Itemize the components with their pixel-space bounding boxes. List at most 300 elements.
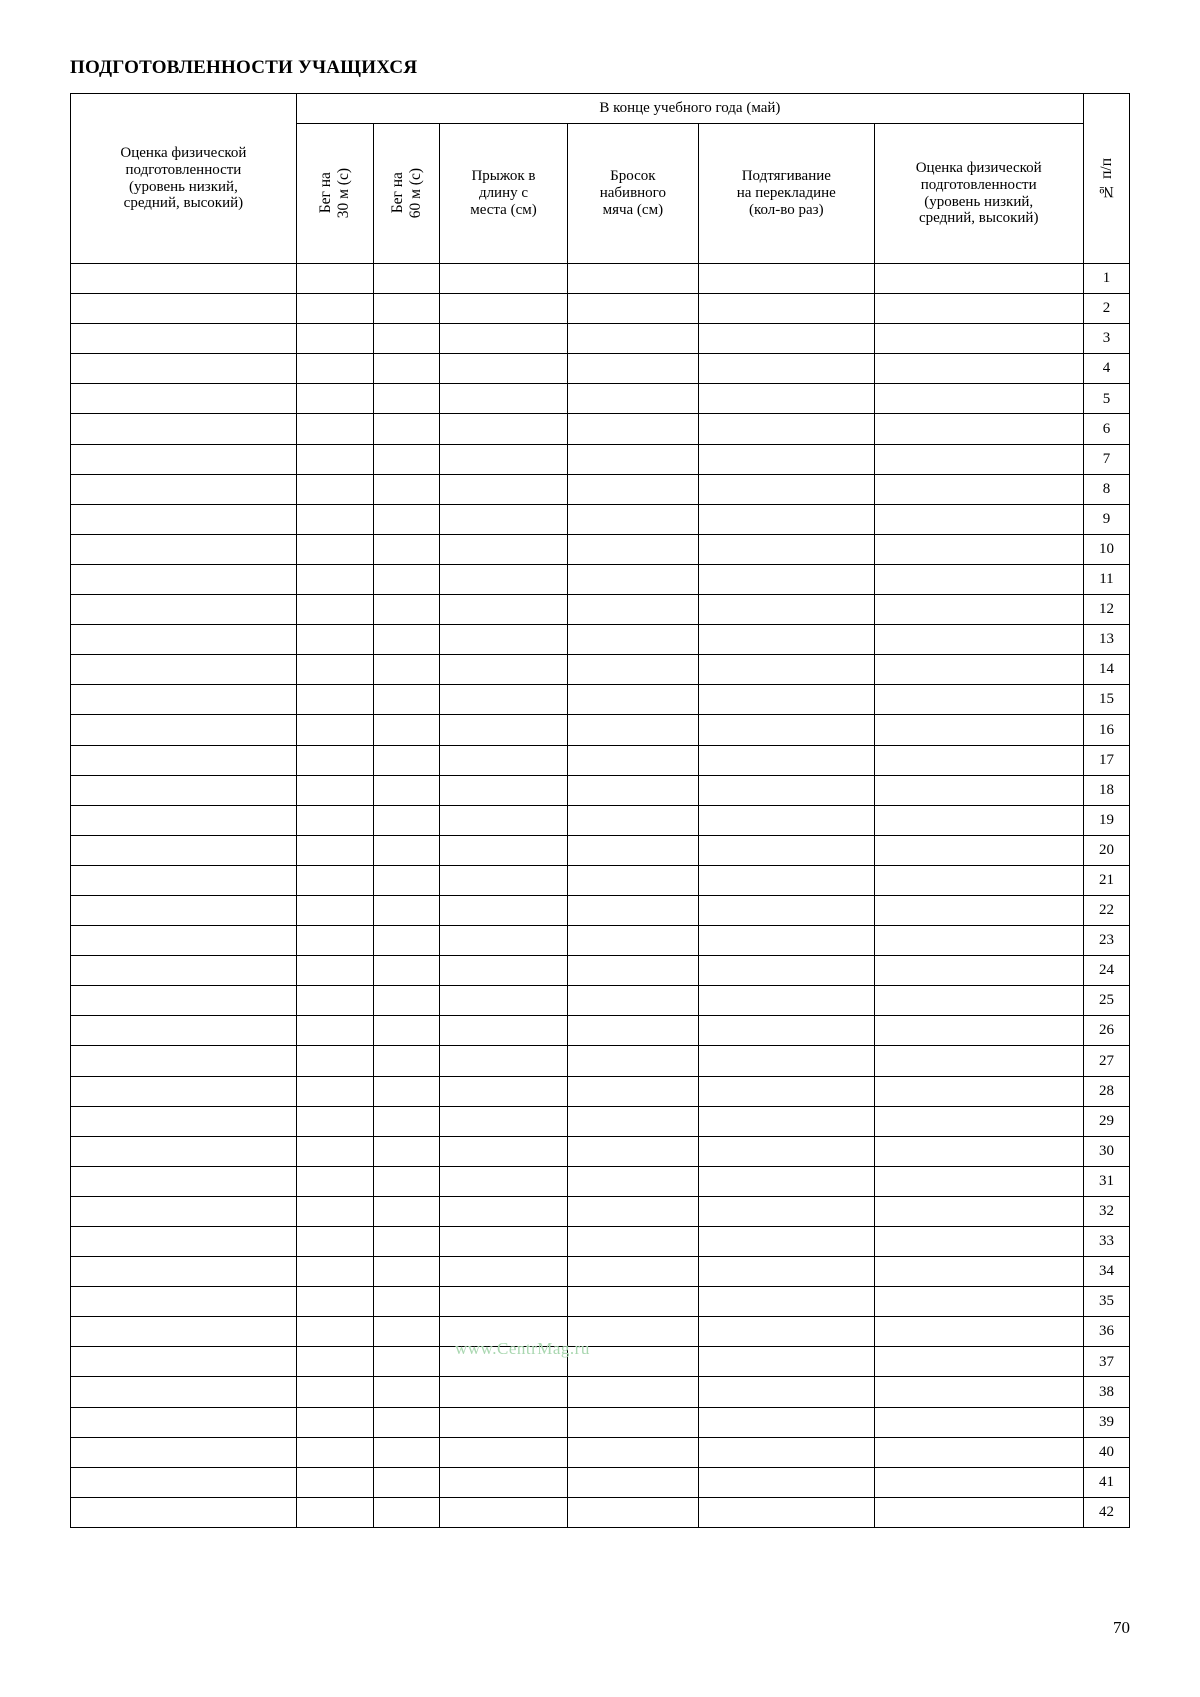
cell-assess-start[interactable] xyxy=(71,1317,297,1347)
cell-run30[interactable] xyxy=(296,1437,373,1467)
cell-assess-end[interactable] xyxy=(874,835,1083,865)
cell-assess-start[interactable] xyxy=(71,655,297,685)
cell-run60[interactable] xyxy=(373,294,440,324)
cell-run30[interactable] xyxy=(296,504,373,534)
cell-run30[interactable] xyxy=(296,384,373,414)
cell-long-jump[interactable] xyxy=(440,1016,567,1046)
cell-run30[interactable] xyxy=(296,1076,373,1106)
cell-assess-start[interactable] xyxy=(71,986,297,1016)
cell-run60[interactable] xyxy=(373,1046,440,1076)
cell-assess-start[interactable] xyxy=(71,595,297,625)
cell-pull-ups[interactable] xyxy=(699,1377,874,1407)
cell-long-jump[interactable] xyxy=(440,926,567,956)
cell-long-jump[interactable] xyxy=(440,414,567,444)
cell-assess-start[interactable] xyxy=(71,1347,297,1377)
cell-row-number: 37 xyxy=(1083,1347,1129,1377)
cell-run60[interactable] xyxy=(373,414,440,444)
cell-assess-start[interactable] xyxy=(71,1076,297,1106)
cell-long-jump[interactable] xyxy=(440,504,567,534)
cell-run30[interactable] xyxy=(296,685,373,715)
cell-assess-end[interactable] xyxy=(874,1437,1083,1467)
cell-long-jump[interactable] xyxy=(440,895,567,925)
cell-ball-throw[interactable] xyxy=(567,1196,699,1226)
cell-ball-throw[interactable] xyxy=(567,1407,699,1437)
cell-ball-throw[interactable] xyxy=(567,1317,699,1347)
cell-run30[interactable] xyxy=(296,294,373,324)
cell-run60[interactable] xyxy=(373,1467,440,1497)
cell-long-jump[interactable] xyxy=(440,534,567,564)
cell-run60[interactable] xyxy=(373,1016,440,1046)
cell-ball-throw[interactable] xyxy=(567,444,699,474)
cell-run30[interactable] xyxy=(296,655,373,685)
table-row xyxy=(71,1046,1130,1076)
cell-pull-ups[interactable] xyxy=(699,1076,874,1106)
cell-assess-start[interactable] xyxy=(71,715,297,745)
cell-run30[interactable] xyxy=(296,264,373,294)
cell-run60[interactable] xyxy=(373,655,440,685)
cell-run60[interactable] xyxy=(373,384,440,414)
cell-pull-ups[interactable] xyxy=(699,1467,874,1497)
cell-run30[interactable] xyxy=(296,926,373,956)
cell-assess-start[interactable] xyxy=(71,1136,297,1166)
cell-run60[interactable] xyxy=(373,324,440,354)
cell-assess-end[interactable] xyxy=(874,926,1083,956)
cell-assess-start[interactable] xyxy=(71,294,297,324)
cell-run30[interactable] xyxy=(296,1227,373,1257)
cell-ball-throw[interactable] xyxy=(567,564,699,594)
cell-assess-end[interactable] xyxy=(874,865,1083,895)
cell-run30[interactable] xyxy=(296,805,373,835)
cell-pull-ups[interactable] xyxy=(699,835,874,865)
cell-run60[interactable] xyxy=(373,926,440,956)
cell-ball-throw[interactable] xyxy=(567,1136,699,1166)
cell-run30[interactable] xyxy=(296,1046,373,1076)
cell-run30[interactable] xyxy=(296,1196,373,1226)
cell-ball-throw[interactable] xyxy=(567,1377,699,1407)
cell-ball-throw[interactable] xyxy=(567,835,699,865)
cell-long-jump[interactable] xyxy=(440,655,567,685)
cell-assess-end[interactable] xyxy=(874,956,1083,986)
cell-pull-ups[interactable] xyxy=(699,444,874,474)
cell-run60[interactable] xyxy=(373,805,440,835)
cell-assess-start[interactable] xyxy=(71,895,297,925)
cell-assess-end[interactable] xyxy=(874,1076,1083,1106)
cell-run60[interactable] xyxy=(373,835,440,865)
cell-assess-start[interactable] xyxy=(71,1407,297,1437)
cell-ball-throw[interactable] xyxy=(567,1467,699,1497)
cell-run30[interactable] xyxy=(296,1347,373,1377)
cell-assess-end[interactable] xyxy=(874,986,1083,1016)
cell-assess-end[interactable] xyxy=(874,1106,1083,1136)
cell-long-jump[interactable] xyxy=(440,1136,567,1166)
cell-run30[interactable] xyxy=(296,1467,373,1497)
cell-assess-end[interactable] xyxy=(874,1407,1083,1437)
cell-ball-throw[interactable] xyxy=(567,504,699,534)
cell-assess-start[interactable] xyxy=(71,1287,297,1317)
cell-pull-ups[interactable] xyxy=(699,926,874,956)
cell-ball-throw[interactable] xyxy=(567,805,699,835)
cell-run30[interactable] xyxy=(296,354,373,384)
cell-pull-ups[interactable] xyxy=(699,414,874,444)
cell-pull-ups[interactable] xyxy=(699,354,874,384)
cell-long-jump[interactable] xyxy=(440,1377,567,1407)
cell-pull-ups[interactable] xyxy=(699,625,874,655)
cell-assess-start[interactable] xyxy=(71,865,297,895)
cell-run60[interactable] xyxy=(373,564,440,594)
cell-pull-ups[interactable] xyxy=(699,805,874,835)
cell-run30[interactable] xyxy=(296,324,373,354)
cell-assess-start[interactable] xyxy=(71,1227,297,1257)
cell-run30[interactable] xyxy=(296,895,373,925)
cell-ball-throw[interactable] xyxy=(567,865,699,895)
cell-assess-start[interactable] xyxy=(71,1016,297,1046)
cell-assess-start[interactable] xyxy=(71,1467,297,1497)
cell-long-jump[interactable] xyxy=(440,805,567,835)
cell-ball-throw[interactable] xyxy=(567,1287,699,1317)
cell-ball-throw[interactable] xyxy=(567,775,699,805)
cell-run30[interactable] xyxy=(296,775,373,805)
cell-run30[interactable] xyxy=(296,1106,373,1136)
cell-pull-ups[interactable] xyxy=(699,1106,874,1136)
cell-ball-throw[interactable] xyxy=(567,1046,699,1076)
cell-ball-throw[interactable] xyxy=(567,1227,699,1257)
cell-assess-end[interactable] xyxy=(874,264,1083,294)
cell-long-jump[interactable] xyxy=(440,625,567,655)
cell-run60[interactable] xyxy=(373,595,440,625)
cell-pull-ups[interactable] xyxy=(699,986,874,1016)
cell-ball-throw[interactable] xyxy=(567,414,699,444)
cell-pull-ups[interactable] xyxy=(699,294,874,324)
cell-assess-end[interactable] xyxy=(874,1227,1083,1257)
cell-pull-ups[interactable] xyxy=(699,504,874,534)
cell-run30[interactable] xyxy=(296,534,373,564)
cell-ball-throw[interactable] xyxy=(567,1016,699,1046)
cell-ball-throw[interactable] xyxy=(567,474,699,504)
cell-long-jump[interactable] xyxy=(440,835,567,865)
cell-run30[interactable] xyxy=(296,1407,373,1437)
cell-run60[interactable] xyxy=(373,625,440,655)
cell-run30[interactable] xyxy=(296,715,373,745)
cell-long-jump[interactable] xyxy=(440,1287,567,1317)
cell-pull-ups[interactable] xyxy=(699,384,874,414)
cell-row-number: 9 xyxy=(1083,504,1129,534)
cell-assess-start[interactable] xyxy=(71,835,297,865)
cell-run30[interactable] xyxy=(296,1377,373,1407)
cell-pull-ups[interactable] xyxy=(699,264,874,294)
cell-assess-start[interactable] xyxy=(71,414,297,444)
cell-run30[interactable] xyxy=(296,1287,373,1317)
table-row xyxy=(71,1257,1130,1287)
cell-long-jump[interactable] xyxy=(440,775,567,805)
cell-assess-end[interactable] xyxy=(874,775,1083,805)
cell-assess-start[interactable] xyxy=(71,474,297,504)
cell-long-jump[interactable] xyxy=(440,324,567,354)
cell-long-jump[interactable] xyxy=(440,1046,567,1076)
cell-run60[interactable] xyxy=(373,1257,440,1287)
cell-run60[interactable] xyxy=(373,1317,440,1347)
cell-assess-start[interactable] xyxy=(71,926,297,956)
cell-assess-start[interactable] xyxy=(71,956,297,986)
cell-run30[interactable] xyxy=(296,956,373,986)
cell-assess-end[interactable] xyxy=(874,1046,1083,1076)
cell-run60[interactable] xyxy=(373,685,440,715)
cell-run60[interactable] xyxy=(373,1287,440,1317)
cell-ball-throw[interactable] xyxy=(567,324,699,354)
cell-run30[interactable] xyxy=(296,1136,373,1166)
cell-ball-throw[interactable] xyxy=(567,1437,699,1467)
cell-assess-end[interactable] xyxy=(874,294,1083,324)
cell-assess-end[interactable] xyxy=(874,504,1083,534)
cell-assess-start[interactable] xyxy=(71,564,297,594)
cell-run60[interactable] xyxy=(373,775,440,805)
cell-pull-ups[interactable] xyxy=(699,715,874,745)
table-row xyxy=(71,655,1130,685)
cell-assess-end[interactable] xyxy=(874,745,1083,775)
cell-assess-start[interactable] xyxy=(71,1497,297,1527)
cell-long-jump[interactable] xyxy=(440,564,567,594)
cell-ball-throw[interactable] xyxy=(567,625,699,655)
cell-run30[interactable] xyxy=(296,414,373,444)
cell-run60[interactable] xyxy=(373,1407,440,1437)
cell-run60[interactable] xyxy=(373,444,440,474)
cell-pull-ups[interactable] xyxy=(699,1166,874,1196)
cell-assess-end[interactable] xyxy=(874,715,1083,745)
cell-pull-ups[interactable] xyxy=(699,1196,874,1226)
cell-long-jump[interactable] xyxy=(440,986,567,1016)
cell-assess-start[interactable] xyxy=(71,1257,297,1287)
cell-run60[interactable] xyxy=(373,534,440,564)
cell-assess-start[interactable] xyxy=(71,685,297,715)
cell-run60[interactable] xyxy=(373,1347,440,1377)
cell-assess-start[interactable] xyxy=(71,534,297,564)
cell-ball-throw[interactable] xyxy=(567,534,699,564)
cell-run30[interactable] xyxy=(296,625,373,655)
cell-ball-throw[interactable] xyxy=(567,926,699,956)
cell-long-jump[interactable] xyxy=(440,1467,567,1497)
cell-assess-end[interactable] xyxy=(874,1287,1083,1317)
cell-assess-start[interactable] xyxy=(71,1166,297,1196)
cell-run30[interactable] xyxy=(296,835,373,865)
cell-run60[interactable] xyxy=(373,1227,440,1257)
cell-long-jump[interactable] xyxy=(440,1317,567,1347)
cell-pull-ups[interactable] xyxy=(699,1136,874,1166)
cell-long-jump[interactable] xyxy=(440,1407,567,1437)
cell-ball-throw[interactable] xyxy=(567,1106,699,1136)
cell-pull-ups[interactable] xyxy=(699,1257,874,1287)
cell-ball-throw[interactable] xyxy=(567,956,699,986)
cell-run30[interactable] xyxy=(296,745,373,775)
cell-long-jump[interactable] xyxy=(440,685,567,715)
cell-pull-ups[interactable] xyxy=(699,1407,874,1437)
cell-ball-throw[interactable] xyxy=(567,1166,699,1196)
cell-long-jump[interactable] xyxy=(440,1166,567,1196)
cell-assess-start[interactable] xyxy=(71,354,297,384)
cell-ball-throw[interactable] xyxy=(567,294,699,324)
cell-long-jump[interactable] xyxy=(440,294,567,324)
cell-pull-ups[interactable] xyxy=(699,956,874,986)
cell-run30[interactable] xyxy=(296,1016,373,1046)
cell-pull-ups[interactable] xyxy=(699,1227,874,1257)
cell-ball-throw[interactable] xyxy=(567,595,699,625)
cell-pull-ups[interactable] xyxy=(699,745,874,775)
cell-run60[interactable] xyxy=(373,1076,440,1106)
cell-pull-ups[interactable] xyxy=(699,1347,874,1377)
cell-assess-start[interactable] xyxy=(71,384,297,414)
cell-run60[interactable] xyxy=(373,504,440,534)
cell-long-jump[interactable] xyxy=(440,1227,567,1257)
cell-assess-start[interactable] xyxy=(71,1437,297,1467)
cell-long-jump[interactable] xyxy=(440,595,567,625)
cell-ball-throw[interactable] xyxy=(567,354,699,384)
cell-pull-ups[interactable] xyxy=(699,1437,874,1467)
cell-long-jump[interactable] xyxy=(440,745,567,775)
cell-run60[interactable] xyxy=(373,986,440,1016)
cell-run30[interactable] xyxy=(296,986,373,1016)
cell-assess-end[interactable] xyxy=(874,384,1083,414)
cell-pull-ups[interactable] xyxy=(699,534,874,564)
cell-assess-end[interactable] xyxy=(874,354,1083,384)
cell-ball-throw[interactable] xyxy=(567,1347,699,1377)
cell-pull-ups[interactable] xyxy=(699,1287,874,1317)
cell-run60[interactable] xyxy=(373,264,440,294)
cell-long-jump[interactable] xyxy=(440,1437,567,1467)
cell-ball-throw[interactable] xyxy=(567,986,699,1016)
cell-long-jump[interactable] xyxy=(440,474,567,504)
cell-assess-end[interactable] xyxy=(874,474,1083,504)
cell-ball-throw[interactable] xyxy=(567,1076,699,1106)
cell-long-jump[interactable] xyxy=(440,956,567,986)
cell-assess-end[interactable] xyxy=(874,414,1083,444)
cell-run30[interactable] xyxy=(296,564,373,594)
cell-run30[interactable] xyxy=(296,595,373,625)
cell-assess-start[interactable] xyxy=(71,324,297,354)
cell-assess-start[interactable] xyxy=(71,745,297,775)
cell-assess-end[interactable] xyxy=(874,444,1083,474)
cell-long-jump[interactable] xyxy=(440,1257,567,1287)
cell-assess-end[interactable] xyxy=(874,1136,1083,1166)
cell-pull-ups[interactable] xyxy=(699,595,874,625)
cell-long-jump[interactable] xyxy=(440,264,567,294)
cell-ball-throw[interactable] xyxy=(567,895,699,925)
cell-pull-ups[interactable] xyxy=(699,775,874,805)
cell-assess-end[interactable] xyxy=(874,1347,1083,1377)
cell-assess-start[interactable] xyxy=(71,1106,297,1136)
cell-assess-start[interactable] xyxy=(71,504,297,534)
cell-long-jump[interactable] xyxy=(440,354,567,384)
cell-run60[interactable] xyxy=(373,865,440,895)
cell-assess-end[interactable] xyxy=(874,1257,1083,1287)
cell-pull-ups[interactable] xyxy=(699,685,874,715)
cell-assess-end[interactable] xyxy=(874,895,1083,925)
cell-assess-end[interactable] xyxy=(874,595,1083,625)
cell-pull-ups[interactable] xyxy=(699,655,874,685)
cell-pull-ups[interactable] xyxy=(699,895,874,925)
cell-assess-end[interactable] xyxy=(874,324,1083,354)
cell-assess-start[interactable] xyxy=(71,805,297,835)
cell-long-jump[interactable] xyxy=(440,384,567,414)
cell-ball-throw[interactable] xyxy=(567,264,699,294)
cell-run60[interactable] xyxy=(373,715,440,745)
cell-ball-throw[interactable] xyxy=(567,685,699,715)
cell-assess-start[interactable] xyxy=(71,444,297,474)
cell-run30[interactable] xyxy=(296,474,373,504)
cell-assess-end[interactable] xyxy=(874,1377,1083,1407)
cell-ball-throw[interactable] xyxy=(567,715,699,745)
cell-run60[interactable] xyxy=(373,1196,440,1226)
cell-run60[interactable] xyxy=(373,956,440,986)
cell-assess-end[interactable] xyxy=(874,534,1083,564)
cell-long-jump[interactable] xyxy=(440,1196,567,1226)
cell-run60[interactable] xyxy=(373,895,440,925)
cell-assess-end[interactable] xyxy=(874,685,1083,715)
cell-ball-throw[interactable] xyxy=(567,384,699,414)
cell-assess-end[interactable] xyxy=(874,1166,1083,1196)
cell-assess-end[interactable] xyxy=(874,1497,1083,1527)
cell-run60[interactable] xyxy=(373,1106,440,1136)
cell-long-jump[interactable] xyxy=(440,715,567,745)
cell-run60[interactable] xyxy=(373,1497,440,1527)
cell-ball-throw[interactable] xyxy=(567,1257,699,1287)
cell-assess-end[interactable] xyxy=(874,564,1083,594)
cell-run30[interactable] xyxy=(296,444,373,474)
cell-run30[interactable] xyxy=(296,1166,373,1196)
cell-long-jump[interactable] xyxy=(440,1106,567,1136)
cell-row-number: 13 xyxy=(1083,625,1129,655)
cell-pull-ups[interactable] xyxy=(699,1497,874,1527)
cell-run30[interactable] xyxy=(296,865,373,895)
cell-assess-start[interactable] xyxy=(71,1377,297,1407)
cell-run30[interactable] xyxy=(296,1497,373,1527)
cell-run60[interactable] xyxy=(373,1377,440,1407)
cell-run60[interactable] xyxy=(373,474,440,504)
cell-assess-end[interactable] xyxy=(874,1196,1083,1226)
cell-long-jump[interactable] xyxy=(440,1347,567,1377)
cell-pull-ups[interactable] xyxy=(699,1317,874,1347)
cell-long-jump[interactable] xyxy=(440,1076,567,1106)
cell-assess-end[interactable] xyxy=(874,805,1083,835)
cell-run60[interactable] xyxy=(373,1166,440,1196)
cell-assess-end[interactable] xyxy=(874,655,1083,685)
cell-pull-ups[interactable] xyxy=(699,865,874,895)
cell-pull-ups[interactable] xyxy=(699,564,874,594)
cell-long-jump[interactable] xyxy=(440,865,567,895)
cell-run30[interactable] xyxy=(296,1317,373,1347)
cell-assess-start[interactable] xyxy=(71,1046,297,1076)
cell-assess-end[interactable] xyxy=(874,625,1083,655)
cell-pull-ups[interactable] xyxy=(699,324,874,354)
cell-ball-throw[interactable] xyxy=(567,655,699,685)
cell-run60[interactable] xyxy=(373,354,440,384)
cell-assess-start[interactable] xyxy=(71,264,297,294)
cell-ball-throw[interactable] xyxy=(567,1497,699,1527)
cell-assess-start[interactable] xyxy=(71,775,297,805)
cell-pull-ups[interactable] xyxy=(699,474,874,504)
cell-pull-ups[interactable] xyxy=(699,1046,874,1076)
cell-run60[interactable] xyxy=(373,745,440,775)
cell-pull-ups[interactable] xyxy=(699,1016,874,1046)
cell-assess-start[interactable] xyxy=(71,625,297,655)
cell-assess-end[interactable] xyxy=(874,1317,1083,1347)
cell-run60[interactable] xyxy=(373,1437,440,1467)
cell-run60[interactable] xyxy=(373,1136,440,1166)
cell-assess-end[interactable] xyxy=(874,1467,1083,1497)
cell-long-jump[interactable] xyxy=(440,1497,567,1527)
cell-ball-throw[interactable] xyxy=(567,745,699,775)
cell-assess-start[interactable] xyxy=(71,1196,297,1226)
cell-long-jump[interactable] xyxy=(440,444,567,474)
cell-run30[interactable] xyxy=(296,1257,373,1287)
cell-assess-end[interactable] xyxy=(874,1016,1083,1046)
